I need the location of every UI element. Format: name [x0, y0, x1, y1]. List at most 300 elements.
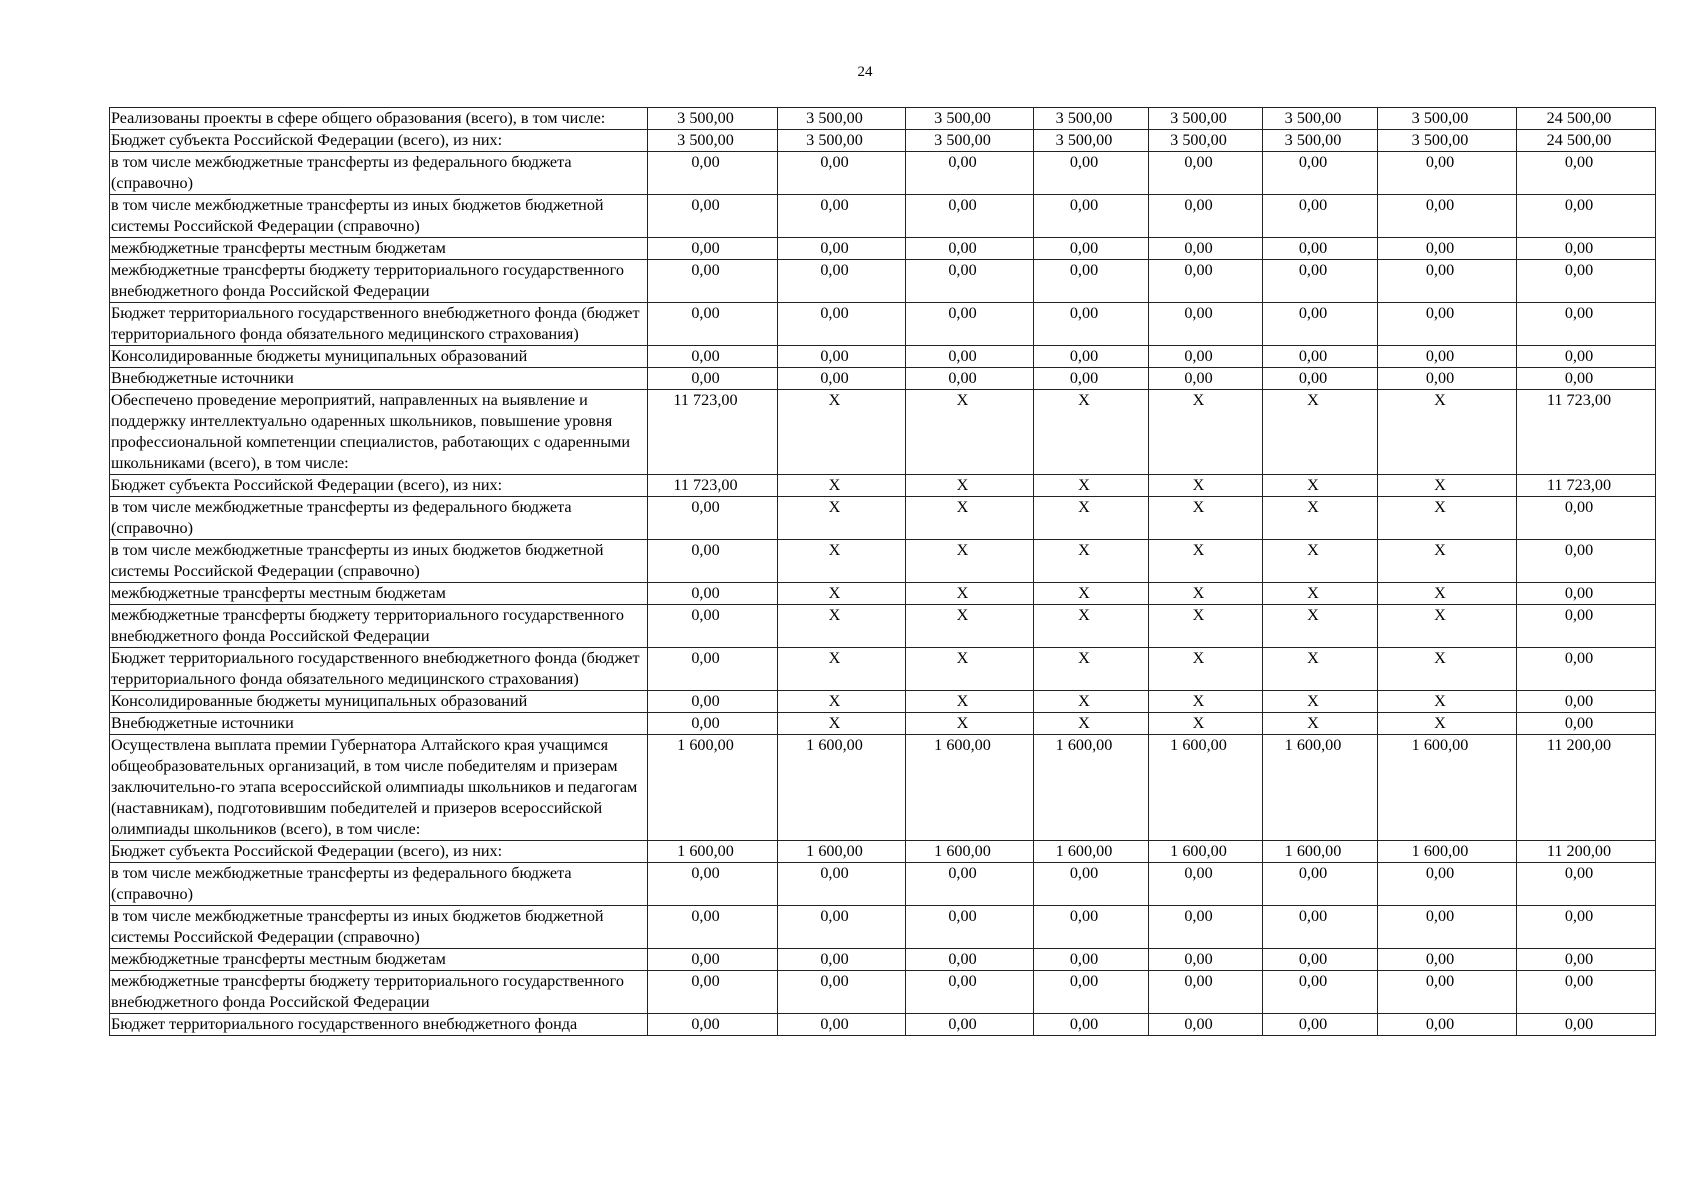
cell-value: 0,00 — [1298, 196, 1328, 214]
row-label: межбюджетные трансферты местным бюджетам — [110, 238, 648, 260]
row-value-cell — [1034, 108, 1149, 130]
cell-value: 3 500,00 — [806, 109, 863, 127]
table-row — [110, 971, 1656, 1014]
row-value-cell — [648, 195, 778, 238]
cell-value: 0,00 — [1069, 907, 1099, 925]
row-value-cell — [1149, 238, 1263, 260]
table-row — [110, 1014, 1656, 1036]
row-value-cell — [648, 475, 778, 497]
cell-value: X — [828, 541, 841, 559]
cell-value: 3 500,00 — [934, 109, 991, 127]
table-row — [110, 735, 1656, 841]
row-value-cell — [1378, 497, 1517, 540]
cell-value: 1 600,00 — [934, 736, 991, 754]
row-value-cell — [648, 497, 778, 540]
row-value-cell — [648, 735, 778, 841]
row-value-cell — [648, 260, 778, 303]
row-value-cell — [1378, 863, 1517, 906]
cell-value: 0,00 — [1298, 972, 1328, 990]
row-value-cell — [1149, 390, 1263, 475]
row-value-cell — [1378, 260, 1517, 303]
table-row — [110, 605, 1656, 648]
row-value-cell — [1034, 152, 1149, 195]
row-value-cell — [906, 1014, 1034, 1036]
cell-value: 3 500,00 — [1055, 131, 1113, 149]
cell-value: 0,00 — [1298, 907, 1328, 925]
cell-value: X — [828, 692, 841, 710]
cell-value: X — [1078, 606, 1090, 624]
cell-value: 0,00 — [948, 907, 977, 925]
cell-value: X — [1078, 391, 1090, 409]
row-value-cell — [1378, 735, 1517, 841]
row-value-cell — [1263, 583, 1378, 605]
row-value-cell — [1034, 497, 1149, 540]
row-value-cell — [778, 971, 906, 1014]
row-value-cell — [1378, 195, 1517, 238]
row-value-cell — [1263, 735, 1378, 841]
row-value-cell — [778, 303, 906, 346]
row-value-cell — [648, 949, 778, 971]
row-value-cell — [1263, 906, 1378, 949]
row-value-cell — [1378, 1014, 1517, 1036]
row-total-cell — [1517, 863, 1656, 906]
row-value-cell — [1034, 346, 1149, 368]
row-value-cell — [1034, 540, 1149, 583]
row-value-cell — [1149, 346, 1263, 368]
cell-value: 0,00 — [1184, 239, 1213, 257]
row-total-cell — [1517, 130, 1656, 152]
cell-value: 0,00 — [1564, 1015, 1594, 1033]
table-row — [110, 863, 1656, 906]
cell-value: 0,00 — [1425, 864, 1455, 882]
cell-value: 0,00 — [820, 369, 849, 387]
cell-value: 3 500,00 — [677, 109, 734, 127]
row-value-cell — [648, 841, 778, 863]
cell-value: 0,00 — [691, 304, 720, 322]
row-value-cell — [648, 583, 778, 605]
cell-value: 0,00 — [1184, 261, 1213, 279]
row-value-cell — [1034, 691, 1149, 713]
cell-value: X — [1434, 692, 1446, 710]
row-value-cell — [1263, 497, 1378, 540]
cell-value: 0,00 — [1298, 239, 1328, 257]
cell-value: 0,00 — [1069, 369, 1099, 387]
cell-value: 0,00 — [1069, 972, 1099, 990]
cell-value: 0,00 — [1564, 239, 1594, 257]
row-value-cell — [906, 691, 1034, 713]
cell-value: 0,00 — [1069, 239, 1099, 257]
row-value-cell — [1034, 735, 1149, 841]
row-label: Внебюджетные источники — [110, 713, 648, 735]
cell-value: X — [1434, 649, 1446, 667]
cell-value: 0,00 — [1184, 304, 1213, 322]
row-label: Реализованы проекты в сфере общего образования (всего), в том числе: — [110, 108, 648, 130]
row-total-cell — [1517, 390, 1656, 475]
cell-value: X — [1434, 584, 1446, 602]
cell-value: 0,00 — [1184, 196, 1213, 214]
row-value-cell — [1378, 971, 1517, 1014]
cell-value: X — [1192, 649, 1205, 667]
cell-value: 0,00 — [1184, 369, 1213, 387]
table-row — [110, 648, 1656, 691]
row-value-cell — [1263, 238, 1378, 260]
row-value-cell — [1378, 906, 1517, 949]
row-value-cell — [1263, 390, 1378, 475]
row-value-cell — [1378, 390, 1517, 475]
cell-value: 0,00 — [948, 153, 977, 171]
row-value-cell — [648, 130, 778, 152]
cell-value: 3 500,00 — [1055, 109, 1113, 127]
cell-value: X — [956, 692, 969, 710]
table-row — [110, 475, 1656, 497]
cell-value: X — [1078, 649, 1090, 667]
cell-value: 3 500,00 — [677, 131, 734, 149]
cell-value: 0,00 — [1564, 864, 1594, 882]
cell-value: 0,00 — [1425, 261, 1455, 279]
cell-value: X — [1307, 606, 1319, 624]
row-value-cell — [648, 303, 778, 346]
cell-value: 3 500,00 — [1170, 109, 1227, 127]
row-value-cell — [906, 130, 1034, 152]
cell-value: 0,00 — [1069, 153, 1099, 171]
row-label: Бюджет субъекта Российской Федерации (всего), из них: — [110, 475, 648, 497]
row-value-cell — [648, 906, 778, 949]
row-total-cell — [1517, 195, 1656, 238]
row-value-cell — [1149, 152, 1263, 195]
row-value-cell — [1149, 1014, 1263, 1036]
row-label: Внебюджетные источники — [110, 368, 648, 390]
row-value-cell — [1263, 108, 1378, 130]
row-value-cell — [778, 390, 906, 475]
cell-value: X — [1434, 391, 1446, 409]
row-value-cell — [778, 949, 906, 971]
row-value-cell — [906, 152, 1034, 195]
row-value-cell — [778, 605, 906, 648]
cell-value: 0,00 — [691, 153, 720, 171]
cell-value: 0,00 — [1425, 907, 1455, 925]
row-value-cell — [1034, 906, 1149, 949]
row-value-cell — [906, 841, 1034, 863]
row-total-cell — [1517, 540, 1656, 583]
cell-value: 0,00 — [1184, 347, 1213, 365]
cell-value: 0,00 — [1298, 369, 1328, 387]
row-value-cell — [1263, 130, 1378, 152]
cell-value: X — [828, 606, 841, 624]
cell-value: 0,00 — [820, 864, 849, 882]
row-value-cell — [1034, 303, 1149, 346]
row-value-cell — [648, 390, 778, 475]
cell-value: X — [1192, 391, 1205, 409]
row-value-cell — [1034, 475, 1149, 497]
cell-value: 0,00 — [1564, 972, 1594, 990]
row-value-cell — [906, 108, 1034, 130]
cell-value: 3 500,00 — [1284, 109, 1342, 127]
row-value-cell — [906, 735, 1034, 841]
cell-value: 0,00 — [691, 907, 720, 925]
row-label: в том числе межбюджетные трансферты из федерального бюджета (справочно) — [110, 863, 648, 906]
row-value-cell — [1034, 971, 1149, 1014]
cell-value: X — [1434, 498, 1446, 516]
row-value-cell — [1263, 605, 1378, 648]
cell-value: 0,00 — [948, 972, 977, 990]
row-value-cell — [1034, 390, 1149, 475]
row-value-cell — [1378, 949, 1517, 971]
row-value-cell — [1378, 583, 1517, 605]
cell-value: 1 600,00 — [1055, 842, 1113, 860]
row-total-cell — [1517, 108, 1656, 130]
row-value-cell — [1378, 108, 1517, 130]
row-value-cell — [648, 713, 778, 735]
table-row — [110, 368, 1656, 390]
row-value-cell — [778, 906, 906, 949]
cell-value: 0,00 — [1298, 950, 1328, 968]
cell-value: 0,00 — [948, 950, 977, 968]
row-total-cell — [1517, 713, 1656, 735]
row-total-cell — [1517, 346, 1656, 368]
row-value-cell — [648, 605, 778, 648]
row-value-cell — [778, 540, 906, 583]
cell-value: X — [956, 541, 969, 559]
row-total-cell — [1517, 949, 1656, 971]
row-value-cell — [1378, 475, 1517, 497]
row-total-cell — [1517, 368, 1656, 390]
row-value-cell — [1034, 841, 1149, 863]
cell-value: 0,00 — [1425, 1015, 1455, 1033]
row-value-cell — [648, 368, 778, 390]
row-label: в том числе межбюджетные трансферты из федерального бюджета (справочно) — [110, 152, 648, 195]
cell-value: X — [1192, 498, 1205, 516]
row-total-cell — [1517, 475, 1656, 497]
cell-value: 0,00 — [1425, 304, 1455, 322]
row-value-cell — [1149, 949, 1263, 971]
cell-value: 0,00 — [1184, 864, 1213, 882]
row-value-cell — [778, 346, 906, 368]
row-value-cell — [906, 648, 1034, 691]
row-label: в том числе межбюджетные трансферты из федерального бюджета (справочно) — [110, 497, 648, 540]
row-total-cell — [1517, 303, 1656, 346]
cell-value: 0,00 — [1184, 950, 1213, 968]
cell-value: X — [1192, 692, 1205, 710]
row-value-cell — [1263, 691, 1378, 713]
cell-value: 0,00 — [948, 239, 977, 257]
row-total-cell — [1517, 238, 1656, 260]
cell-value: 0,00 — [1069, 304, 1099, 322]
row-value-cell — [1378, 713, 1517, 735]
row-value-cell — [1263, 863, 1378, 906]
row-value-cell — [1263, 971, 1378, 1014]
row-label: межбюджетные трансферты бюджету территориального государственного внебюджетного фонда Российской Федерации — [110, 971, 648, 1014]
row-value-cell — [1034, 949, 1149, 971]
row-value-cell — [778, 1014, 906, 1036]
row-value-cell — [648, 691, 778, 713]
row-label: межбюджетные трансферты бюджету территориального государственного внебюджетного фонда Российской Федерации — [110, 260, 648, 303]
row-total-cell — [1517, 497, 1656, 540]
row-value-cell — [906, 713, 1034, 735]
row-value-cell — [648, 238, 778, 260]
row-label: в том числе межбюджетные трансферты из иных бюджетов бюджетной системы Российской Федерации (справочно) — [110, 906, 648, 949]
row-value-cell — [648, 540, 778, 583]
row-label: Консолидированные бюджеты муниципальных образований — [110, 691, 648, 713]
row-label: Бюджет территориального государственного внебюджетного фонда — [110, 1014, 648, 1036]
cell-value: 1 600,00 — [1170, 842, 1227, 860]
cell-value: 0,00 — [1564, 692, 1594, 710]
row-value-cell — [648, 1014, 778, 1036]
row-value-cell — [1263, 195, 1378, 238]
cell-value: 0,00 — [1298, 153, 1328, 171]
cell-value: X — [956, 714, 969, 732]
row-value-cell — [778, 497, 906, 540]
table-row — [110, 390, 1656, 475]
table-row — [110, 906, 1656, 949]
cell-value: 11 200,00 — [1546, 736, 1612, 754]
row-value-cell — [1378, 238, 1517, 260]
cell-value: X — [828, 714, 841, 732]
row-label: межбюджетные трансферты местным бюджетам — [110, 949, 648, 971]
row-label: Бюджет субъекта Российской Федерации (всего), из них: — [110, 841, 648, 863]
row-value-cell — [1149, 691, 1263, 713]
row-value-cell — [1378, 605, 1517, 648]
row-label: межбюджетные трансферты местным бюджетам — [110, 583, 648, 605]
cell-value: 0,00 — [820, 1015, 849, 1033]
cell-value: 0,00 — [820, 261, 849, 279]
row-value-cell — [906, 195, 1034, 238]
cell-value: 1 600,00 — [1284, 736, 1342, 754]
cell-value: 0,00 — [691, 714, 720, 732]
row-value-cell — [1263, 648, 1378, 691]
row-total-cell — [1517, 735, 1656, 841]
cell-value: 11 723,00 — [1546, 391, 1612, 409]
cell-value: 0,00 — [1298, 347, 1328, 365]
table-row — [110, 713, 1656, 735]
row-value-cell — [1378, 130, 1517, 152]
row-value-cell — [1034, 863, 1149, 906]
cell-value: X — [1307, 391, 1319, 409]
row-value-cell — [906, 863, 1034, 906]
row-value-cell — [778, 475, 906, 497]
cell-value: 1 600,00 — [806, 842, 863, 860]
row-value-cell — [1378, 346, 1517, 368]
cell-value: 0,00 — [691, 692, 720, 710]
cell-value: 0,00 — [1069, 347, 1099, 365]
row-value-cell — [906, 949, 1034, 971]
row-value-cell — [1034, 130, 1149, 152]
row-total-cell — [1517, 841, 1656, 863]
cell-value: 0,00 — [1564, 649, 1594, 667]
row-value-cell — [906, 497, 1034, 540]
table-row — [110, 583, 1656, 605]
row-value-cell — [778, 648, 906, 691]
row-value-cell — [1263, 1014, 1378, 1036]
cell-value: X — [1434, 714, 1446, 732]
row-value-cell — [1149, 195, 1263, 238]
cell-value: 0,00 — [1564, 498, 1594, 516]
row-value-cell — [1378, 841, 1517, 863]
row-value-cell — [1149, 108, 1263, 130]
cell-value: 0,00 — [820, 907, 849, 925]
table-row — [110, 303, 1656, 346]
cell-value: 3 500,00 — [1411, 109, 1469, 127]
cell-value: 0,00 — [691, 1015, 720, 1033]
row-value-cell — [648, 152, 778, 195]
cell-value: 1 600,00 — [1170, 736, 1227, 754]
cell-value: 0,00 — [1564, 196, 1594, 214]
row-value-cell — [778, 368, 906, 390]
table-row — [110, 130, 1656, 152]
cell-value: 0,00 — [1564, 261, 1594, 279]
row-label: в том числе межбюджетные трансферты из иных бюджетов бюджетной системы Российской Федерации (справочно) — [110, 195, 648, 238]
cell-value: 1 600,00 — [677, 842, 734, 860]
cell-value: 0,00 — [820, 153, 849, 171]
cell-value: 1 600,00 — [1055, 736, 1113, 754]
row-value-cell — [1263, 841, 1378, 863]
row-value-cell — [1263, 303, 1378, 346]
cell-value: 11 723,00 — [1546, 476, 1612, 494]
row-value-cell — [906, 540, 1034, 583]
cell-value: 0,00 — [1564, 347, 1594, 365]
row-value-cell — [1034, 368, 1149, 390]
row-label: Бюджет территориального государственного внебюджетного фонда (бюджет территориального фонда обязательного медицинского страхования) — [110, 303, 648, 346]
budget-table — [109, 107, 1656, 1036]
cell-value: X — [828, 391, 841, 409]
row-value-cell — [778, 735, 906, 841]
cell-value: 3 500,00 — [1170, 131, 1227, 149]
cell-value: 0,00 — [691, 584, 720, 602]
cell-value: 0,00 — [691, 864, 720, 882]
cell-value: 0,00 — [1184, 153, 1213, 171]
cell-value: 1 600,00 — [1411, 842, 1469, 860]
row-value-cell — [1263, 540, 1378, 583]
cell-value: X — [1307, 649, 1319, 667]
row-value-cell — [906, 303, 1034, 346]
cell-value: X — [1078, 476, 1090, 494]
row-value-cell — [906, 971, 1034, 1014]
row-value-cell — [1034, 583, 1149, 605]
row-value-cell — [778, 863, 906, 906]
row-value-cell — [1263, 260, 1378, 303]
cell-value: 0,00 — [1564, 153, 1594, 171]
table-row — [110, 195, 1656, 238]
row-label: Осуществлена выплата премии Губернатора Алтайского края учащимся общеобразовательных организаций, в том числе победителям и призерам заключительно-го этапа всероссийской олимпиады школьников и педагогам (наставникам), подготовившим победителей и призеров всероссийской олимпиады школьников (всего), в том числе: — [110, 735, 648, 841]
cell-value: 1 600,00 — [806, 736, 863, 754]
cell-value: 0,00 — [1425, 950, 1455, 968]
cell-value: 0,00 — [1425, 196, 1455, 214]
cell-value: 0,00 — [1069, 196, 1099, 214]
cell-value: 24 500,00 — [1546, 109, 1612, 127]
cell-value: 0,00 — [820, 239, 849, 257]
cell-value: 0,00 — [1069, 1015, 1099, 1033]
cell-value: 0,00 — [691, 972, 720, 990]
row-value-cell — [648, 108, 778, 130]
table-row — [110, 497, 1656, 540]
cell-value: 0,00 — [691, 950, 720, 968]
row-value-cell — [1149, 971, 1263, 1014]
cell-value: X — [1434, 606, 1446, 624]
cell-value: 0,00 — [948, 1015, 977, 1033]
row-value-cell — [906, 390, 1034, 475]
cell-value: X — [1434, 541, 1446, 559]
row-value-cell — [1263, 152, 1378, 195]
cell-value: 1 600,00 — [1284, 842, 1342, 860]
cell-value: 0,00 — [691, 606, 720, 624]
cell-value: 0,00 — [1425, 347, 1455, 365]
table-body — [110, 108, 1656, 1036]
row-value-cell — [778, 195, 906, 238]
row-value-cell — [1034, 1014, 1149, 1036]
cell-value: X — [1307, 692, 1319, 710]
row-value-cell — [1149, 540, 1263, 583]
row-value-cell — [906, 346, 1034, 368]
cell-value: 0,00 — [820, 196, 849, 214]
